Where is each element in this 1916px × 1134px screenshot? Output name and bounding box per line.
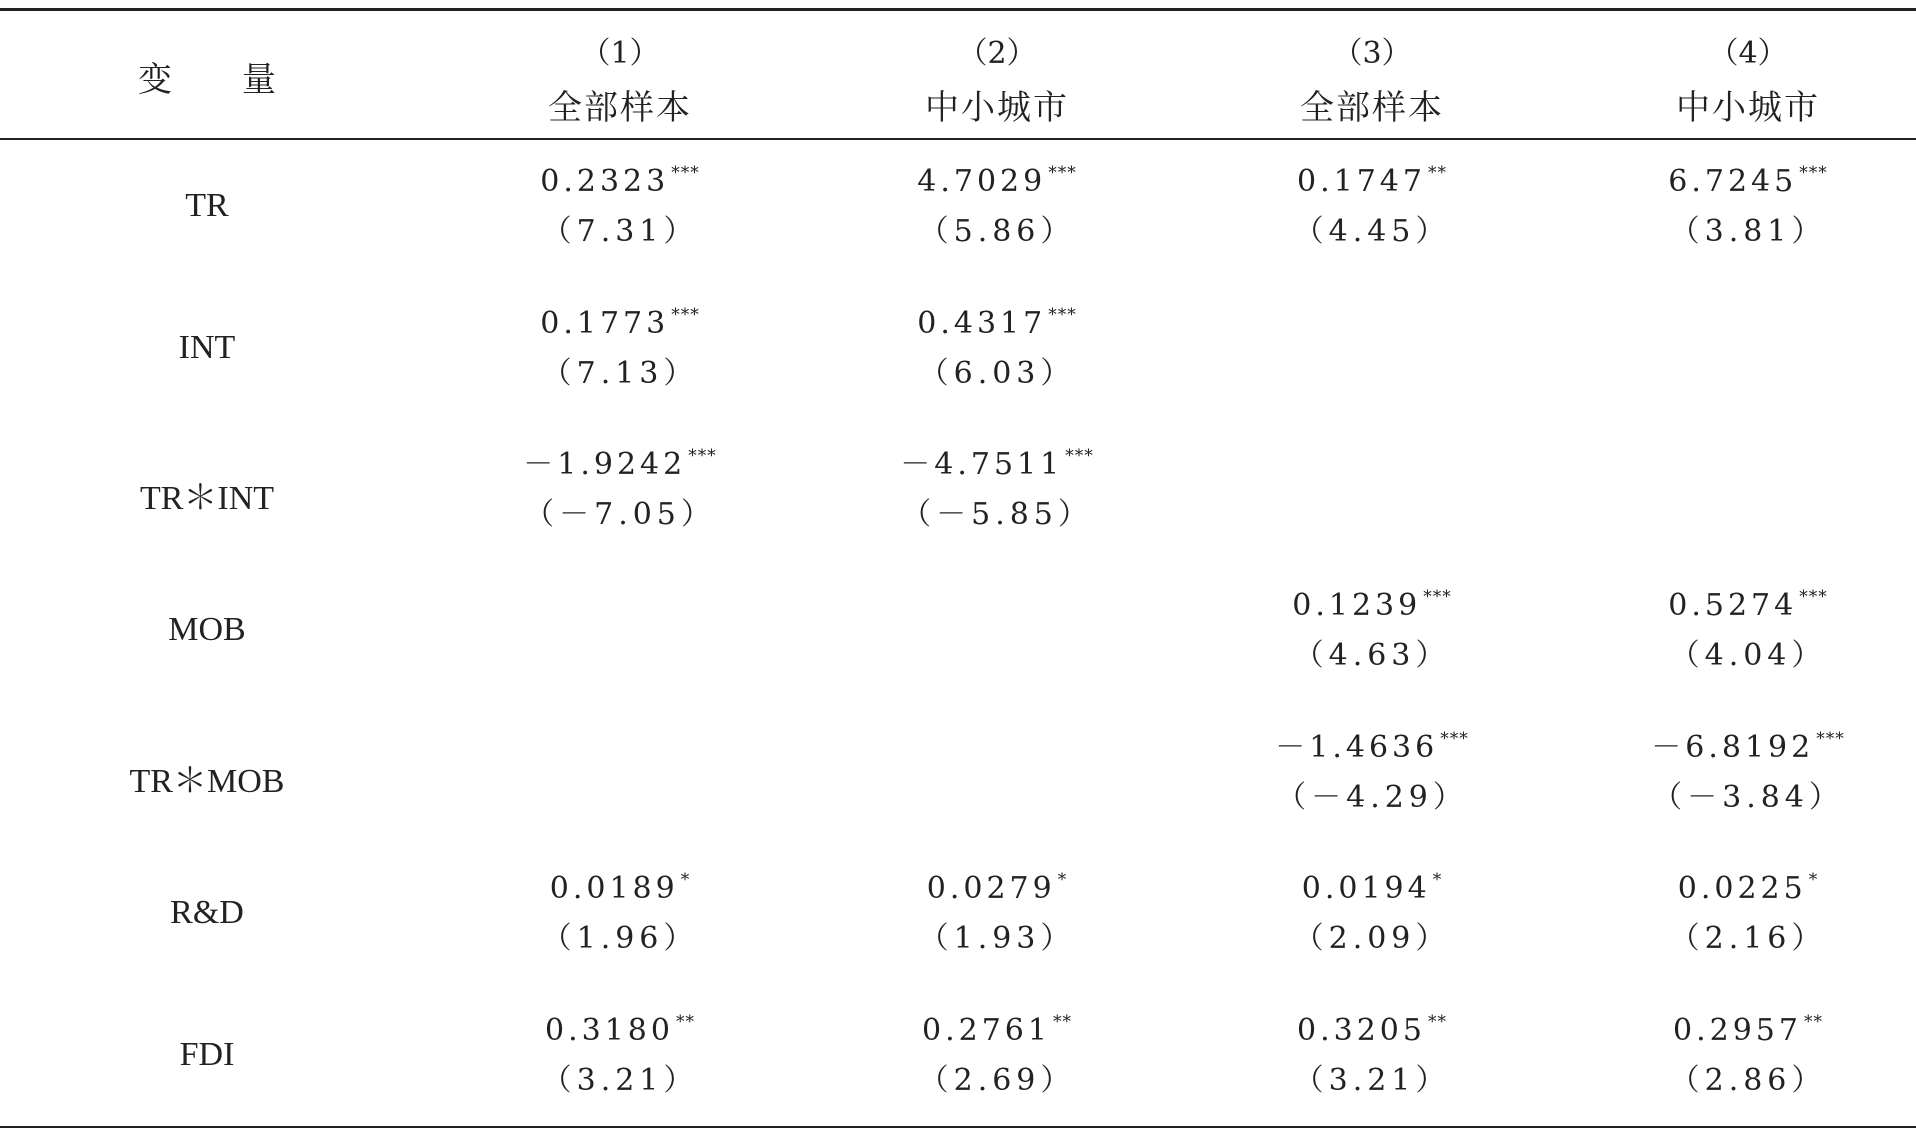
coefficient-value: －1.4636 (1275, 730, 1439, 765)
table-cell (1275, 731, 1468, 813)
significance-stars: *** (1799, 587, 1828, 607)
coefficient-value: －6.8192 (1651, 730, 1815, 765)
coefficient (1670, 1014, 1827, 1046)
t-statistic: （3.21） (1293, 1063, 1451, 1098)
table-cell (900, 448, 1093, 530)
coefficient (542, 1014, 699, 1046)
table-header-rule (0, 138, 1916, 140)
significance-stars: *** (1065, 446, 1094, 466)
column-sample-2: 中小城市 (925, 88, 1069, 128)
significance-stars: * (1432, 870, 1443, 890)
t-statistic: （3.81） (1669, 214, 1827, 249)
row-variable-label: TR＊INT (139, 480, 275, 517)
column-sample-4: 中小城市 (1676, 88, 1820, 128)
table-cell (1294, 1014, 1451, 1096)
table-bottom-rule (0, 1126, 1916, 1128)
t-statistic: （－7.05） (524, 497, 716, 532)
t-statistic: （2.09） (1293, 921, 1451, 956)
coefficient-value: 6.7245 (1668, 164, 1798, 199)
t-statistic: （－3.84） (1652, 780, 1844, 815)
table-cell (919, 1014, 1076, 1096)
table-cell (523, 448, 716, 530)
significance-stars: *** (671, 163, 700, 183)
coefficient-value: 0.3180 (545, 1013, 674, 1048)
significance-stars: ** (1052, 1012, 1072, 1032)
coefficient-value: 0.1239 (1292, 588, 1422, 623)
t-statistic: （3.21） (541, 1063, 699, 1098)
coefficient (1294, 872, 1451, 904)
t-statistic: （2.86） (1669, 1063, 1827, 1098)
coefficient-value: 0.0225 (1677, 871, 1807, 906)
column-number-1: （1） (580, 36, 660, 71)
significance-stars: *** (1816, 729, 1845, 749)
coefficient-value: 0.0194 (1301, 871, 1431, 906)
coefficient (540, 307, 699, 339)
coefficient (542, 872, 699, 904)
coefficient-value: 0.1747 (1297, 164, 1426, 199)
table-cell (917, 165, 1076, 247)
t-statistic: （－4.29） (1276, 780, 1468, 815)
coefficient (540, 165, 699, 197)
table-cell (1670, 872, 1827, 954)
coefficient-value: 0.2323 (540, 164, 670, 199)
significance-stars: *** (1048, 305, 1077, 325)
column-sample-3: 全部样本 (1300, 88, 1444, 128)
coefficient-value: －1.9242 (523, 447, 687, 482)
coefficient-value: 0.2957 (1673, 1013, 1802, 1048)
table-cell (540, 165, 699, 247)
coefficient (1670, 872, 1827, 904)
coefficient (1651, 731, 1844, 763)
coefficient (1668, 589, 1827, 621)
coefficient-value: 0.4317 (917, 306, 1047, 341)
t-statistic: （1.93） (918, 921, 1076, 956)
coefficient-value: 0.1773 (540, 306, 670, 341)
significance-stars: * (1808, 870, 1819, 890)
coefficient (1292, 589, 1451, 621)
table-cell (1651, 731, 1844, 813)
t-statistic: （4.45） (1293, 214, 1451, 249)
coefficient-value: 0.0189 (549, 871, 679, 906)
table-cell (1668, 165, 1827, 247)
t-statistic: （6.03） (918, 356, 1076, 391)
column-number-3: （3） (1332, 36, 1412, 71)
significance-stars: *** (1048, 163, 1077, 183)
coefficient-value: 0.0279 (926, 871, 1056, 906)
significance-stars: *** (1423, 587, 1452, 607)
significance-stars: ** (1427, 1012, 1447, 1032)
table-cell (919, 872, 1076, 954)
row-variable-label: TR＊MOB (129, 763, 285, 800)
table-cell (542, 1014, 699, 1096)
row-variable-label: FDI (179, 1036, 235, 1073)
t-statistic: （1.96） (541, 921, 699, 956)
table-cell (1294, 165, 1451, 247)
column-number-2: （2） (957, 36, 1037, 71)
significance-stars: *** (671, 305, 700, 325)
t-statistic: （－5.85） (901, 497, 1093, 532)
t-statistic: （4.63） (1293, 638, 1451, 673)
coefficient (1275, 731, 1468, 763)
column-number-4: （4） (1708, 36, 1788, 71)
coefficient (917, 307, 1076, 339)
table-cell (917, 307, 1076, 389)
t-statistic: （7.31） (541, 214, 699, 249)
column-sample-1: 全部样本 (548, 88, 692, 128)
table-cell (1294, 872, 1451, 954)
coefficient-value: －4.7511 (900, 447, 1064, 482)
coefficient-value: 0.2761 (922, 1013, 1051, 1048)
coefficient (900, 448, 1093, 480)
table-cell (1670, 1014, 1827, 1096)
coefficient (1294, 1014, 1451, 1046)
significance-stars: *** (1799, 163, 1828, 183)
significance-stars: * (680, 870, 691, 890)
t-statistic: （4.04） (1669, 638, 1827, 673)
t-statistic: （2.69） (918, 1063, 1076, 1098)
table-cell (1668, 589, 1827, 671)
coefficient (917, 165, 1076, 197)
row-variable-label: INT (178, 329, 236, 366)
significance-stars: *** (1440, 729, 1469, 749)
row-variable-label: R&D (170, 894, 244, 931)
significance-stars: ** (675, 1012, 695, 1032)
table-cell (1292, 589, 1451, 671)
coefficient (919, 872, 1076, 904)
t-statistic: （2.16） (1669, 921, 1827, 956)
table-cell (540, 307, 699, 389)
coefficient-value: 0.3205 (1297, 1013, 1426, 1048)
variable-column-header: 变 量 (138, 60, 276, 100)
t-statistic: （7.13） (541, 356, 699, 391)
coefficient (1294, 165, 1451, 197)
t-statistic: （5.86） (918, 214, 1076, 249)
table-cell (542, 872, 699, 954)
significance-stars: ** (1427, 163, 1447, 183)
coefficient-value: 4.7029 (917, 164, 1047, 199)
coefficient (1668, 165, 1827, 197)
significance-stars: * (1057, 870, 1068, 890)
significance-stars: ** (1803, 1012, 1823, 1032)
significance-stars: *** (688, 446, 717, 466)
coefficient (919, 1014, 1076, 1046)
row-variable-label: MOB (168, 611, 246, 648)
table-top-rule (0, 8, 1916, 11)
row-variable-label: TR (185, 187, 229, 224)
coefficient-value: 0.5274 (1668, 588, 1798, 623)
coefficient (523, 448, 716, 480)
